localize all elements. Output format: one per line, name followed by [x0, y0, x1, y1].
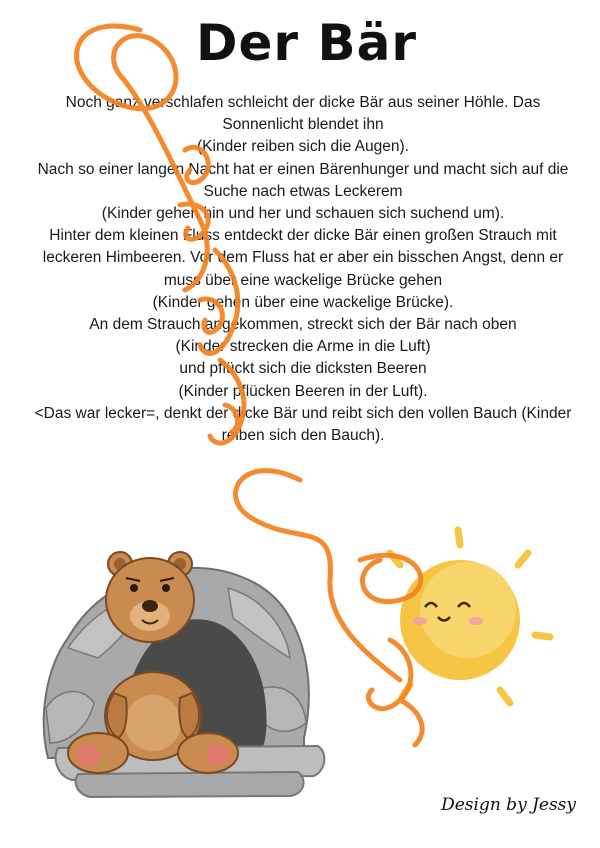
- story-line: (Kinder gehen über eine wackelige Brücke).: [152, 293, 454, 311]
- story-line: Hinter dem kleinen Fluss entdeckt der dicke Bär einen großen Strauch mit: [49, 227, 557, 245]
- bear-in-cave-illustration: [28, 548, 338, 798]
- signature: Design by Jessy: [441, 795, 576, 815]
- story-line: muss über eine wackelige Brücke gehen: [163, 271, 443, 289]
- page-title: Der Bär: [196, 14, 417, 72]
- story-line: (Kinder pflücken Beeren in der Luft).: [178, 382, 428, 400]
- smiling-sun-illustration: [370, 525, 560, 710]
- story-line: Suche nach etwas Leckerem: [203, 182, 403, 200]
- story-line: Nach so einer langen Nacht hat er einen Bärenhunger und macht sich auf die: [37, 160, 569, 178]
- story-line: (Kinder gehen hin und her und schauen sich suchend um).: [101, 205, 505, 223]
- story-line: (Kinder reiben sich die Augen).: [197, 138, 409, 156]
- story-text: [18, 92, 588, 447]
- story-line: <Das war lecker=, denkt der dicke Bär und reibt sich den vollen Bauch (Kinder: [34, 404, 572, 422]
- story-line: leckeren Himbeeren. Vor dem Fluss hat er aber ein bisschen Angst, denn er: [42, 249, 564, 267]
- story-line: (Kinder strecken die Arme in die Luft): [175, 338, 431, 356]
- story-line: An dem Strauch angekommen, streckt sich der Bär nach oben: [89, 316, 517, 334]
- story-line: reiben sich den Bauch).: [221, 427, 385, 445]
- story-line: und pflückt sich die dicksten Beeren: [179, 360, 427, 378]
- story-line: Noch ganz verschlafen schleicht der dicke Bär aus seiner Höhle. Das: [65, 94, 541, 111]
- story-line: Sonnenlicht blendet ihn: [222, 116, 384, 134]
